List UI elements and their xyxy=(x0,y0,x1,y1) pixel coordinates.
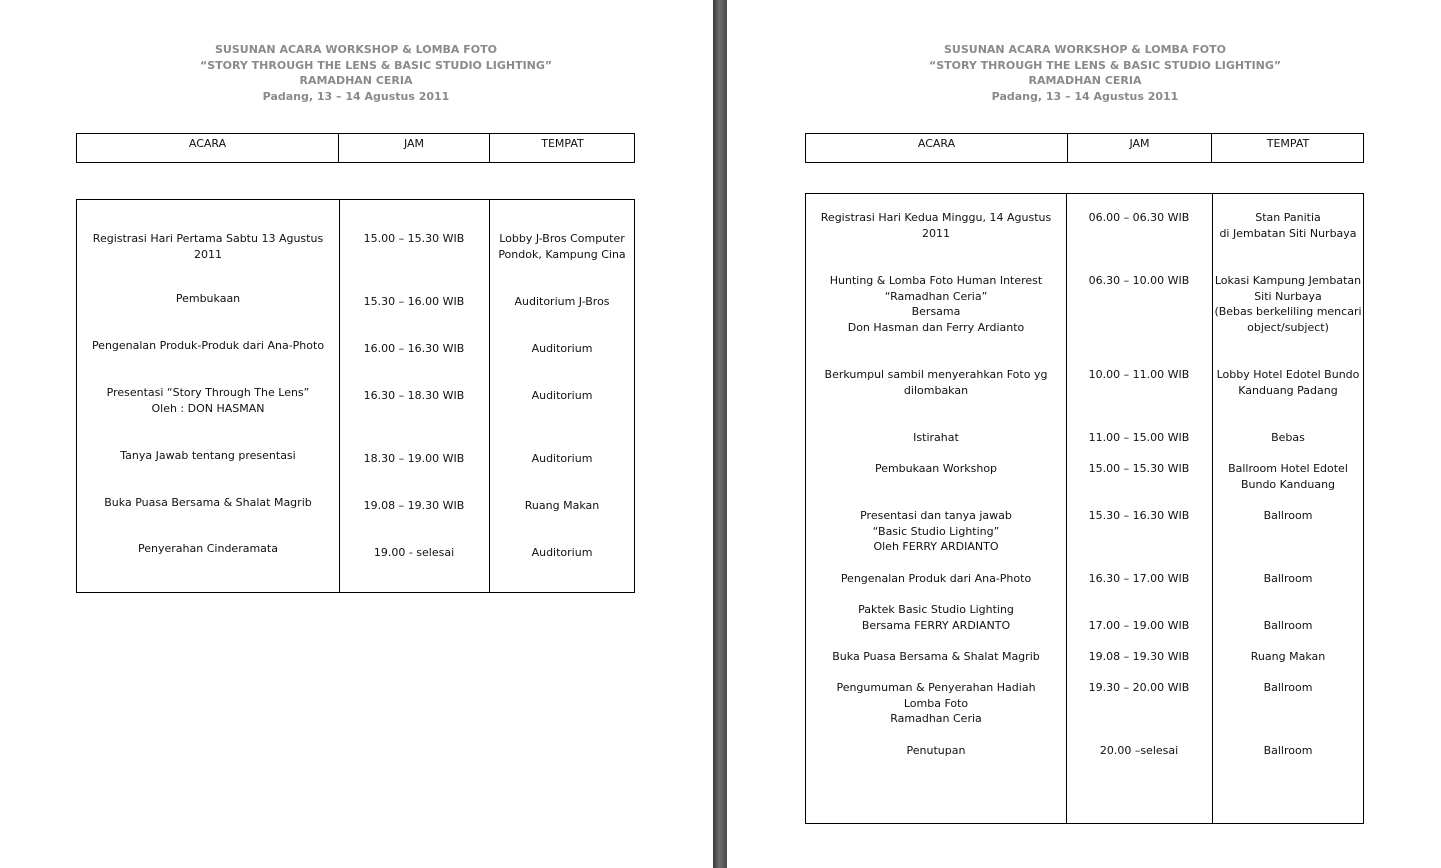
document-title xyxy=(929,42,1282,104)
cell-jam: 17.00 – 19.00 WIB xyxy=(1088,619,1190,632)
header-table xyxy=(805,133,1364,163)
page-day-2 xyxy=(727,0,1441,868)
cell-jam: 16.00 – 16.30 WIB xyxy=(363,342,465,355)
cell-tempat: Ballroom xyxy=(1263,509,1313,522)
cell-jam: 19.00 - selesai xyxy=(373,546,455,559)
cell-tempat: Bebas xyxy=(1271,431,1305,444)
cell-acara: Penutupan xyxy=(906,744,966,757)
cell-jam: 18.30 – 19.00 WIB xyxy=(363,452,465,465)
cell-tempat: Auditorium xyxy=(531,452,593,465)
cell-tempat: Ruang Makan xyxy=(524,499,600,512)
cell-acara: Buka Puasa Bersama & Shalat Magrib xyxy=(104,496,312,509)
page-divider xyxy=(713,0,727,868)
title-line-3: RAMADHAN CERIA xyxy=(299,74,413,87)
cell-tempat: Ballroom Hotel Edotel Bundo Kanduang xyxy=(1228,462,1348,491)
schedule-table-day-2 xyxy=(805,193,1364,824)
column-header-jam: JAM xyxy=(403,137,425,150)
title-line-4: Padang, 13 – 14 Agustus 2011 xyxy=(262,89,450,103)
title-line-3: RAMADHAN CERIA xyxy=(1028,74,1142,87)
cell-acara: Pembukaan xyxy=(175,292,241,305)
schedule-table-day-1 xyxy=(76,199,635,593)
cell-jam: 16.30 – 17.00 WIB xyxy=(1088,572,1190,585)
cell-jam: 15.00 – 15.30 WIB xyxy=(1088,462,1190,475)
cell-acara: Paktek Basic Studio Lighting Bersama FERRY ARDIANTO xyxy=(858,603,1014,632)
cell-acara: Pengenalan Produk dari Ana-Photo xyxy=(840,572,1032,585)
cell-jam: 15.30 – 16.00 WIB xyxy=(363,295,465,308)
page-day-1 xyxy=(0,0,713,868)
title-line-1: SUSUNAN ACARA WORKSHOP & LOMBA FOTO xyxy=(214,43,497,56)
column-header-acara: ACARA xyxy=(188,137,227,150)
cell-acara: Penyerahan Cinderamata xyxy=(138,542,278,555)
cell-acara: Pengenalan Produk-Produk dari Ana-Photo xyxy=(91,339,325,352)
cell-tempat: Auditorium xyxy=(531,342,593,355)
cell-tempat: Lobby J-Bros Computer Pondok, Kampung Cina xyxy=(498,232,626,261)
cell-tempat: Auditorium xyxy=(531,546,593,559)
cell-acara: Presentasi “Story Through The Lens” Oleh : DON HASMAN xyxy=(106,386,310,415)
column-header-acara: ACARA xyxy=(917,137,956,150)
cell-tempat: Auditorium xyxy=(531,389,593,402)
column-header-tempat: TEMPAT xyxy=(541,137,584,150)
cell-jam: 19.30 – 20.00 WIB xyxy=(1088,681,1190,694)
cell-jam: 16.30 – 18.30 WIB xyxy=(363,389,465,402)
cell-jam: 15.30 – 16.30 WIB xyxy=(1088,509,1190,522)
document-title xyxy=(200,42,553,104)
cell-acara: Registrasi Hari Pertama Sabtu 13 Agustus 2011 xyxy=(92,232,324,261)
cell-acara: Tanya Jawab tentang presentasi xyxy=(120,449,296,462)
cell-tempat: Stan Panitia di Jembatan Siti Nurbaya xyxy=(1219,211,1357,240)
cell-jam: 15.00 – 15.30 WIB xyxy=(363,232,465,245)
header-table xyxy=(76,133,635,163)
cell-acara: Presentasi dan tanya jawab “Basic Studio Lighting” Oleh FERRY ARDIANTO xyxy=(860,509,1012,554)
cell-tempat: Ballroom xyxy=(1263,619,1313,632)
title-line-1: SUSUNAN ACARA WORKSHOP & LOMBA FOTO xyxy=(943,43,1226,56)
cell-acara: Berkumpul sambil menyerahkan Foto yg dilombakan xyxy=(824,368,1048,397)
cell-jam: 06.00 – 06.30 WIB xyxy=(1088,211,1190,224)
cell-jam: 20.00 –selesai xyxy=(1099,744,1179,757)
cell-jam: 19.08 – 19.30 WIB xyxy=(363,499,465,512)
cell-tempat: Ballroom xyxy=(1263,744,1313,757)
cell-acara: Registrasi Hari Kedua Minggu, 14 Agustus 2011 xyxy=(820,211,1052,240)
cell-tempat: Lokasi Kampung Jembatan Siti Nurbaya (Bebas berkeliling mencari object/subject) xyxy=(1214,274,1362,335)
title-line-2: “STORY THROUGH THE LENS & BASIC STUDIO LIGHTING” xyxy=(200,58,553,72)
cell-tempat: Lobby Hotel Edotel Bundo Kanduang Padang xyxy=(1216,368,1360,397)
cell-jam: 11.00 – 15.00 WIB xyxy=(1088,431,1190,444)
cell-acara: Buka Puasa Bersama & Shalat Magrib xyxy=(832,650,1040,663)
cell-tempat: Auditorium J-Bros xyxy=(514,295,610,308)
cell-tempat: Ballroom xyxy=(1263,681,1313,694)
cell-tempat: Ruang Makan xyxy=(1250,650,1326,663)
cell-acara: Pembukaan Workshop xyxy=(874,462,998,475)
cell-tempat: Ballroom xyxy=(1263,572,1313,585)
cell-jam: 06.30 – 10.00 WIB xyxy=(1088,274,1190,287)
title-line-2: “STORY THROUGH THE LENS & BASIC STUDIO LIGHTING” xyxy=(929,58,1282,72)
cell-jam: 19.08 – 19.30 WIB xyxy=(1088,650,1190,663)
cell-acara: Hunting & Lomba Foto Human Interest “Ramadhan Ceria” Bersama Don Hasman dan Ferry Ardianto xyxy=(829,274,1043,335)
cell-acara: Istirahat xyxy=(913,431,959,444)
cell-jam: 10.00 – 11.00 WIB xyxy=(1088,368,1190,381)
cell-acara: Pengumuman & Penyerahan Hadiah Lomba Foto Ramadhan Ceria xyxy=(836,681,1036,726)
column-header-tempat: TEMPAT xyxy=(1266,137,1310,150)
column-header-jam: JAM xyxy=(1129,137,1150,150)
title-line-4: Padang, 13 – 14 Agustus 2011 xyxy=(991,89,1179,103)
